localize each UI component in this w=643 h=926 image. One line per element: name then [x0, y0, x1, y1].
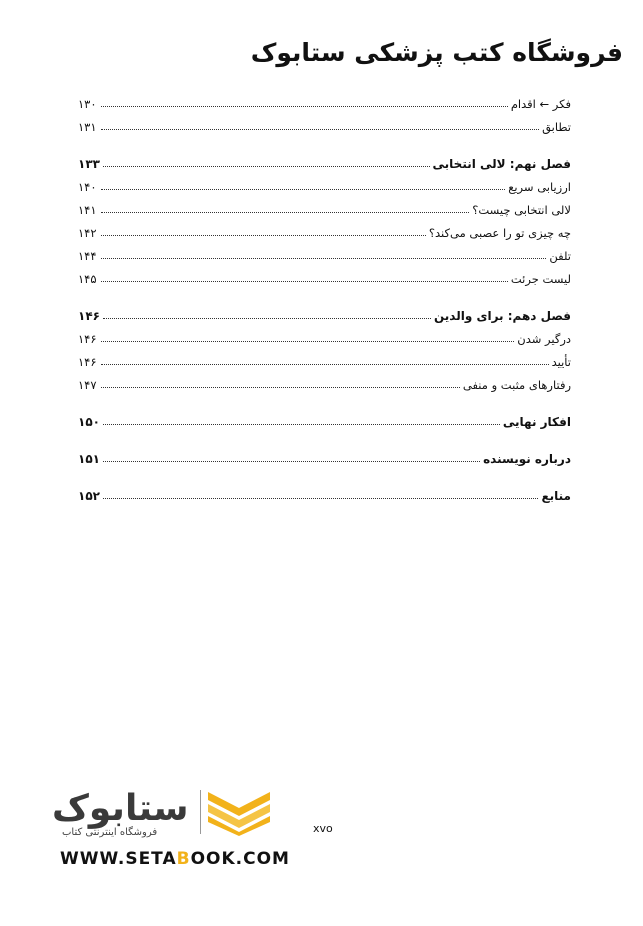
- toc-dot-leader: [101, 129, 539, 130]
- toc-entry: [78, 406, 571, 429]
- toc-entry-page: ۱۵۲: [78, 489, 100, 503]
- toc-entry-page: ۱۴۷: [78, 378, 97, 392]
- toc-entry-title: رفتارهای مثبت و منفی: [462, 378, 571, 392]
- toc-entry-title: درگیر شدن: [517, 332, 571, 346]
- toc-entry-page: ۱۴۶: [78, 355, 97, 369]
- toc-dot-leader: [103, 318, 431, 319]
- toc-entry-title: افکار نهایی: [502, 415, 571, 429]
- toc-entry: [78, 194, 571, 217]
- toc-dot-leader: [103, 424, 500, 425]
- toc-entry-page: ۱۳۳: [78, 157, 100, 171]
- toc-entry: [78, 369, 571, 392]
- toc-entry-page: ۱۴۶: [78, 309, 100, 323]
- url-accent: B: [176, 849, 191, 869]
- toc-entry-page: ۱۴۴: [78, 249, 97, 263]
- toc-entry: [78, 443, 571, 466]
- toc-dot-leader: [101, 189, 505, 190]
- toc-dot-leader: [103, 166, 430, 167]
- logo-text: ستابوک: [52, 788, 189, 829]
- toc-entry-title: لالی انتخابی چیست؟: [472, 203, 571, 217]
- toc-entry-page: ۱۳۰: [78, 97, 97, 111]
- toc-entry-page: ۱۴۰: [78, 180, 97, 194]
- toc-dot-leader: [101, 258, 546, 259]
- toc-dot-leader: [101, 281, 508, 282]
- toc-entry: [78, 300, 571, 323]
- logo-tagline: فروشگاه اینترنتی کتاب: [62, 827, 158, 838]
- toc-dot-leader: [101, 341, 514, 342]
- toc-entry-title: چه چیزی تو را عصبی می‌کند؟: [428, 226, 571, 240]
- toc-entry: [78, 88, 571, 111]
- toc-entry: [78, 346, 571, 369]
- toc-entry-title: تطابق: [542, 120, 571, 134]
- toc-dot-leader: [101, 364, 549, 365]
- page-header-title: فروشگاه کتب پزشکی ستابوک: [250, 38, 623, 67]
- toc-entry-title: تلفن: [549, 249, 571, 263]
- toc-entry-page: ۱۴۲: [78, 226, 97, 240]
- toc-dot-leader: [101, 106, 508, 107]
- toc-entry: [78, 171, 571, 194]
- toc-entry: [78, 240, 571, 263]
- toc-dot-leader: [101, 212, 469, 213]
- toc-entry-title: فصل دهم: برای والدین: [433, 309, 571, 323]
- table-of-contents: [78, 88, 571, 503]
- toc-entry: [78, 480, 571, 503]
- toc-dot-leader: [101, 235, 426, 236]
- toc-entry: [78, 217, 571, 240]
- toc-entry-title: ارزیابی سریع: [508, 180, 571, 194]
- book-stack-icon: [206, 786, 272, 836]
- toc-entry-title: منابع: [541, 489, 571, 503]
- toc-dot-leader: [101, 387, 460, 388]
- toc-entry-page: ۱۵۰: [78, 415, 100, 429]
- toc-entry-title: تأیید: [551, 355, 571, 369]
- url-prefix: WWW.SETA: [60, 849, 177, 869]
- toc-entry-title: لیست جرئت: [510, 272, 571, 286]
- toc-entry-title: فصل نهم: لالی انتخابی: [432, 157, 571, 171]
- toc-entry-page: ۱۵۱: [78, 452, 100, 466]
- toc-dot-leader: [103, 498, 538, 499]
- toc-entry-page: ۱۴۶: [78, 332, 97, 346]
- site-url[interactable]: [60, 849, 290, 869]
- toc-entry: [78, 263, 571, 286]
- toc-entry-title: درباره نویسنده: [483, 452, 571, 466]
- toc-entry-page: ۱۴۵: [78, 272, 97, 286]
- toc-entry-page: ۱۳۱: [78, 120, 97, 134]
- logo-divider: [200, 790, 201, 834]
- toc-entry-title: فکر ← اقدام: [510, 97, 571, 111]
- toc-entry: [78, 111, 571, 134]
- toc-entry-page: ۱۴۱: [78, 203, 97, 217]
- url-suffix: OOK.COM: [190, 849, 290, 869]
- page-number: xvo: [313, 822, 333, 835]
- toc-dot-leader: [103, 461, 480, 462]
- toc-entry: [78, 148, 571, 171]
- toc-entry: [78, 323, 571, 346]
